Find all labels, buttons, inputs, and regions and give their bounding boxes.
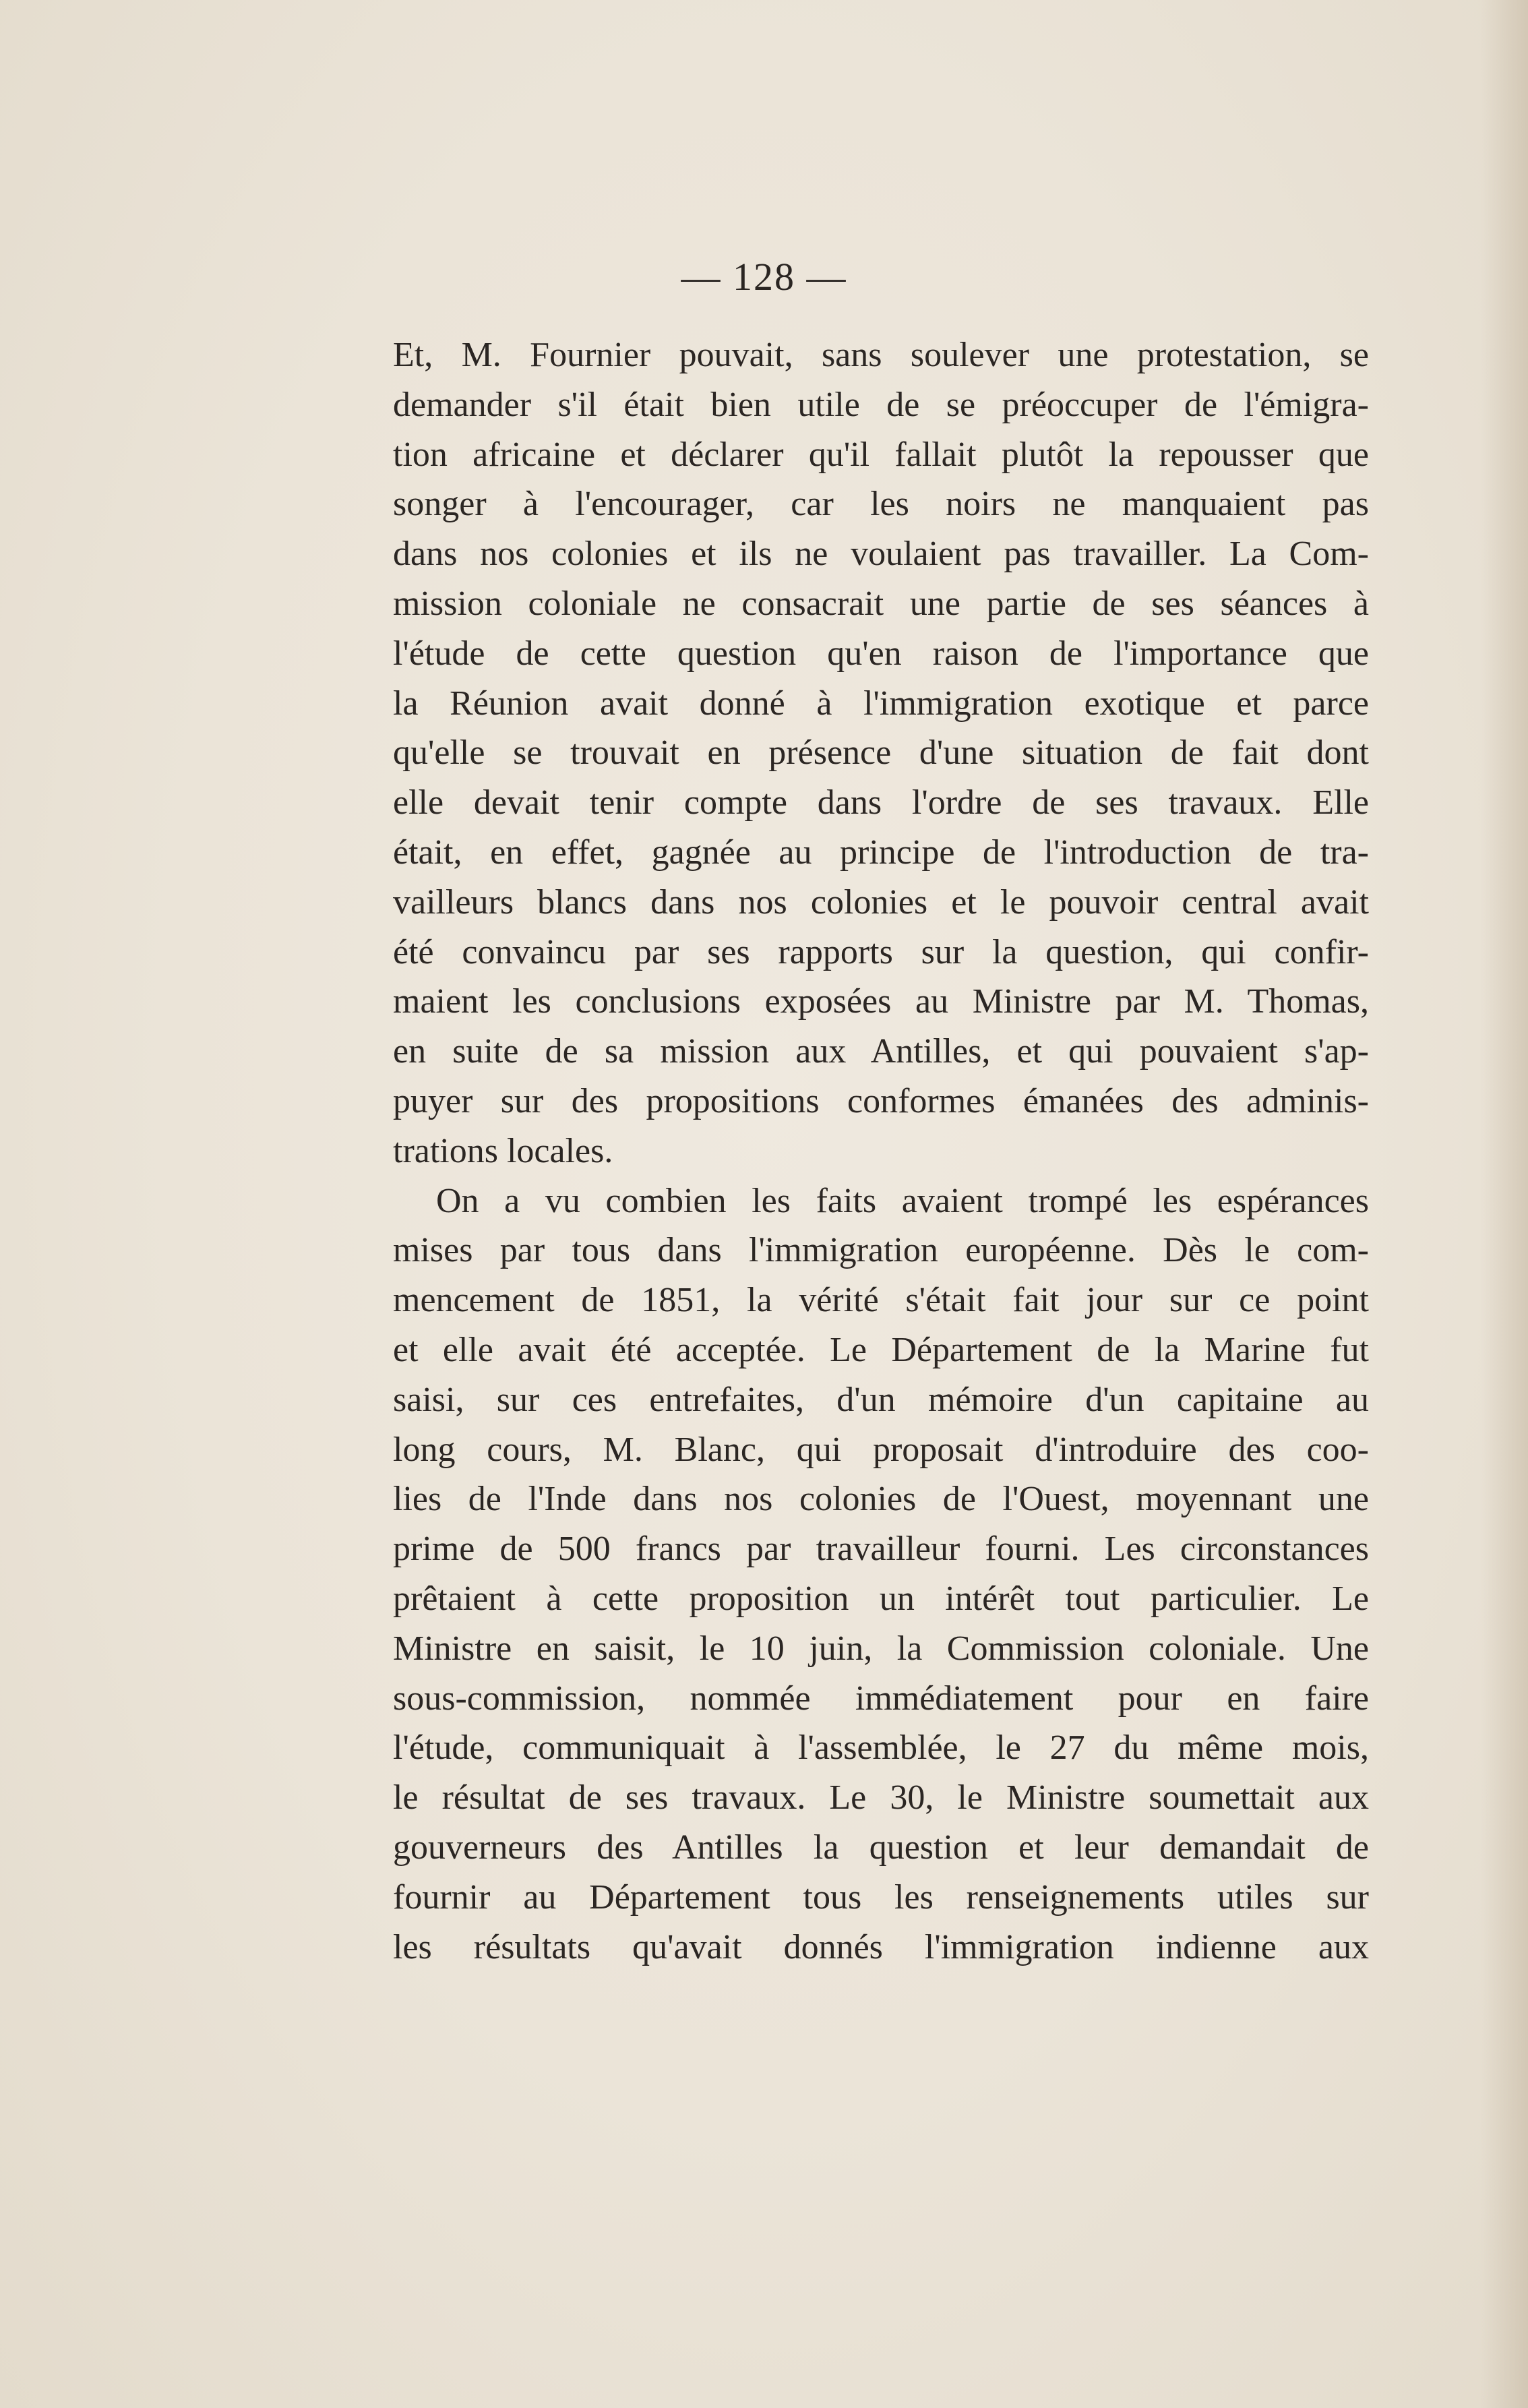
text-line: Et, M. Fournier pouvait, sans soulever une protestation, se	[393, 336, 1369, 374]
text-line: était, en effet, gagnée au principe de l'introduction de tra-	[393, 833, 1369, 872]
text-line: et elle avait été acceptée. Le Département de la Marine fut	[393, 1330, 1369, 1369]
text-line: saisi, sur ces entrefaites, d'un mémoire d'un capitaine au	[393, 1380, 1369, 1419]
text-line: dans nos colonies et ils ne voulaient pas travailler. La Com-	[393, 535, 1369, 574]
text-line: Ministre en saisit, le 10 juin, la Commission coloniale. Une	[393, 1629, 1369, 1668]
text-line: les résultats qu'avait donnés l'immigration indienne aux	[393, 1927, 1369, 1966]
text-line: demander s'il était bien utile de se préoccuper de l'émigra-	[393, 385, 1369, 424]
text-line: maient les conclusions exposées au Ministre par M. Thomas,	[393, 982, 1369, 1021]
text-line: lies de l'Inde dans nos colonies de l'Ouest, moyennant une	[393, 1480, 1369, 1519]
page-number: — 128 —	[681, 255, 847, 299]
body-text	[393, 330, 1369, 1972]
text-line: puyer sur des propositions conformes émanées des adminis-	[393, 1081, 1369, 1120]
text-line: long cours, M. Blanc, qui proposait d'introduire des coo-	[393, 1430, 1369, 1469]
text-line: sous-commission, nommée immédiatement pour en faire	[393, 1679, 1369, 1718]
text-line: en suite de sa mission aux Antilles, et qui pouvaient s'ap-	[393, 1032, 1369, 1071]
paragraph-2	[393, 1176, 1369, 1973]
text-line: elle devait tenir compte dans l'ordre de ses travaux. Elle	[393, 783, 1369, 822]
text-line: prime de 500 francs par travailleur fourni. Les circonstances	[393, 1530, 1369, 1569]
text-line: mission coloniale ne consacrait une partie de ses séances à	[393, 584, 1369, 623]
text-line: On a vu combien les faits avaient trompé les espérances	[436, 1181, 1369, 1220]
text-line: fournir au Département tous les renseignements utiles sur	[393, 1877, 1369, 1917]
text-line: mises par tous dans l'immigration européenne. Dès le com-	[393, 1231, 1369, 1270]
text-line: gouverneurs des Antilles la question et leur demandait de	[393, 1828, 1369, 1867]
text-line: mencement de 1851, la vérité s'était fait jour sur ce point	[393, 1281, 1369, 1320]
text-line: trations locales.	[393, 1131, 613, 1170]
text-line: été convaincu par ses rapports sur la question, qui confir-	[393, 932, 1369, 971]
text-line: vailleurs blancs dans nos colonies et le pouvoir central avait	[393, 882, 1369, 922]
text-line: l'étude de cette question qu'en raison de l'importance que	[393, 634, 1369, 673]
text-line: prêtaient à cette proposition un intérêt tout particulier. Le	[393, 1579, 1369, 1618]
text-line: tion africaine et déclarer qu'il fallait plutôt la repousser que	[393, 435, 1369, 474]
text-line: qu'elle se trouvait en présence d'une situation de fait dont	[393, 733, 1369, 773]
page-edge-shadow	[1481, 0, 1528, 2408]
paragraph-1	[393, 330, 1369, 1176]
text-line: l'étude, communiquait à l'assemblée, le 27 du même mois,	[393, 1728, 1369, 1768]
text-line: songer à l'encourager, car les noirs ne manquaient pas	[393, 485, 1369, 524]
text-line: le résultat de ses travaux. Le 30, le Ministre soumettait aux	[393, 1778, 1369, 1817]
text-line: la Réunion avait donné à l'immigration exotique et parce	[393, 684, 1369, 723]
